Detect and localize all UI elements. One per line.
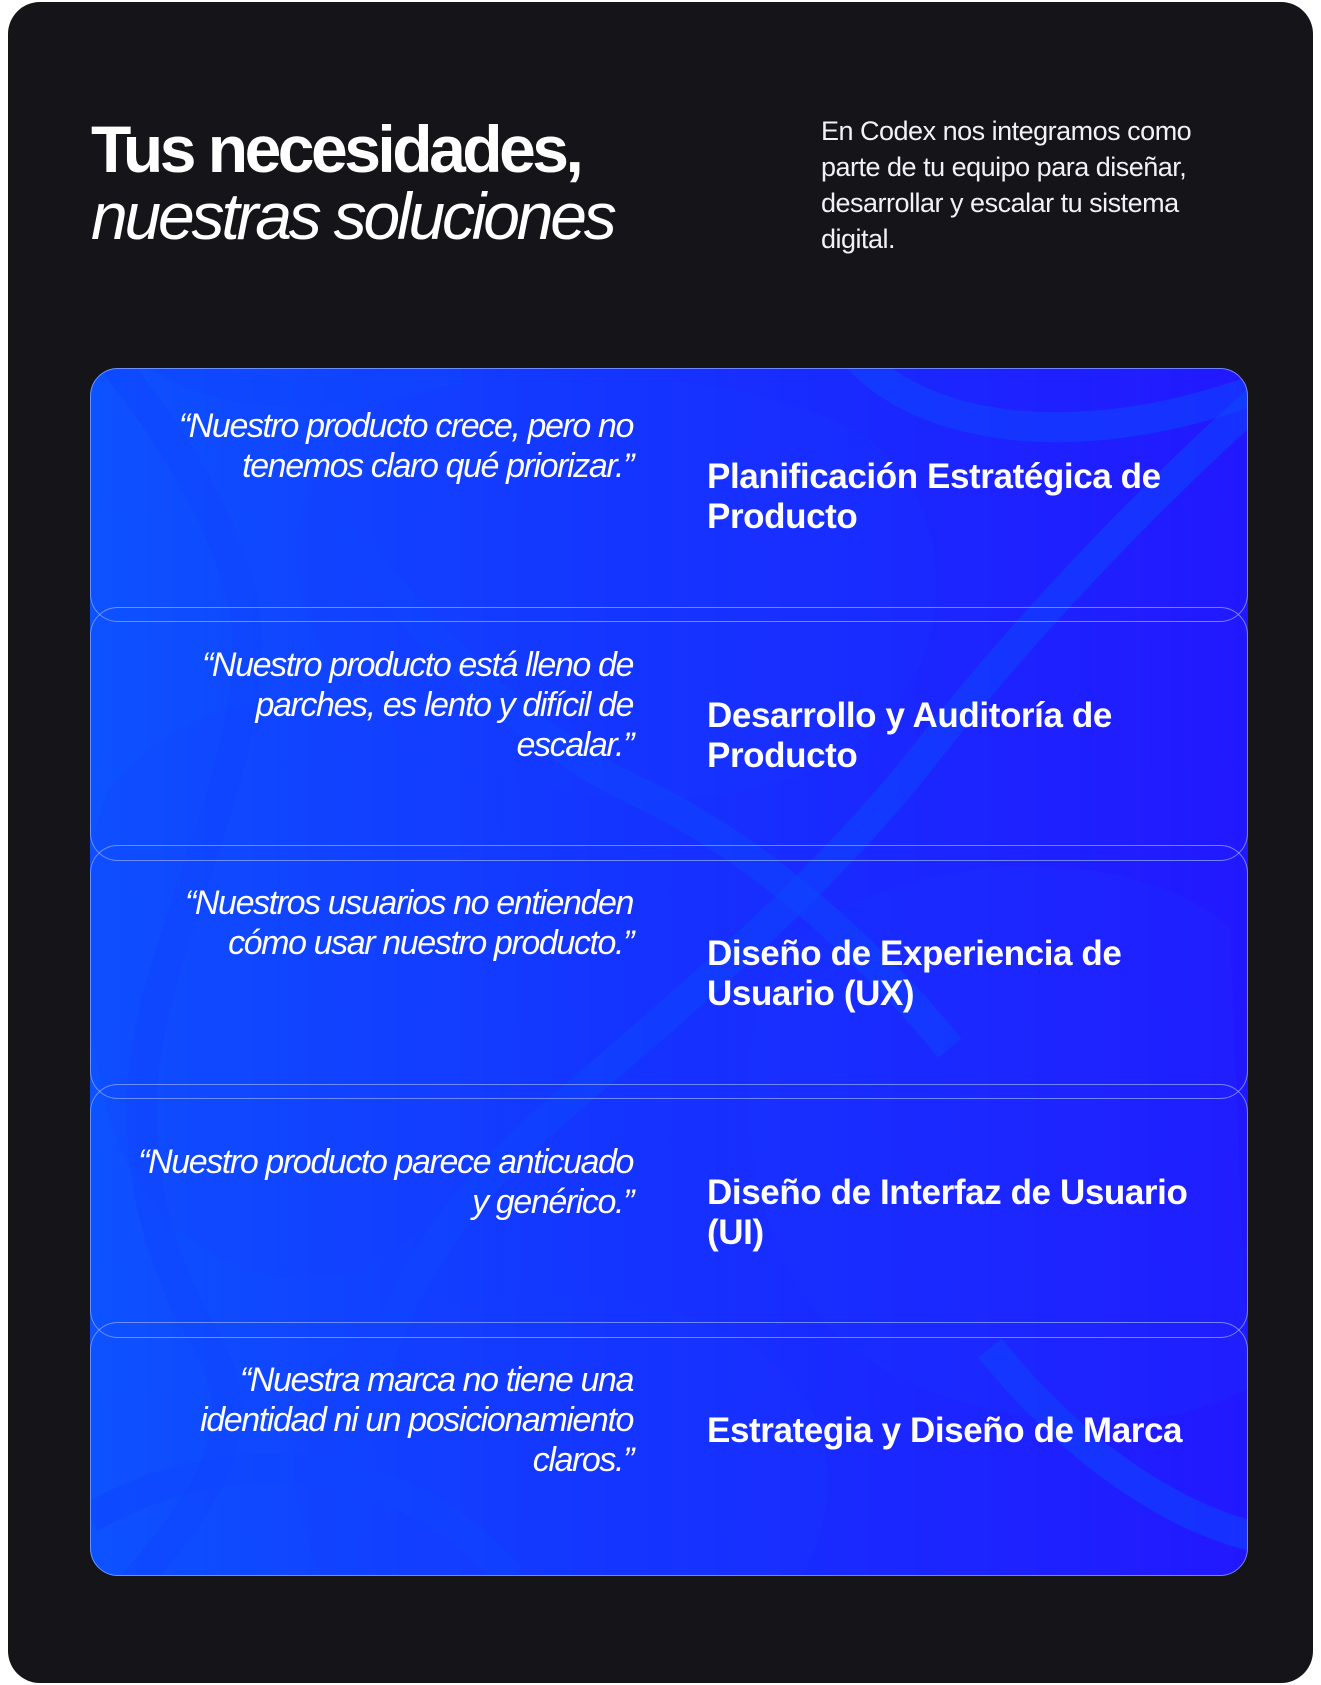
client-quote: “Nuestro producto parece anticuado y genérico.” (138, 1143, 633, 1221)
need-row-4 (90, 1084, 1248, 1338)
need-row-5 (90, 1322, 1248, 1576)
need-row-3 (90, 845, 1248, 1099)
service-name: Planificación Estratégica de Producto (707, 457, 1161, 536)
title-line-italic: nuestras soluciones (91, 179, 614, 253)
page-title (91, 112, 614, 253)
service-name: Desarrollo y Auditoría de Producto (707, 696, 1112, 775)
service-name: Estrategia y Diseño de Marca (707, 1411, 1183, 1450)
client-quote: “Nuestro producto está lleno de parches, es lento y difícil de escalar.” (202, 646, 633, 764)
need-row-2 (90, 607, 1248, 861)
content-card (8, 2, 1313, 1683)
need-row-1 (90, 368, 1248, 622)
client-quote: “Nuestros usuarios no entienden cómo usar nuestro producto.” (184, 884, 633, 962)
needs-solutions-panel (90, 368, 1248, 1576)
service-name: Diseño de Experiencia de Usuario (UX) (707, 934, 1122, 1013)
title-line-bold: Tus necesidades, (91, 112, 581, 186)
client-quote: “Nuestra marca no tiene una identidad ni un posicionamiento claros.” (200, 1361, 633, 1479)
intro-text: En Codex nos integramos como parte de tu equipo para diseñar, desarrollar y escalar tu sistema digital. (821, 116, 1192, 254)
client-quote: “Nuestro producto crece, pero no tenemos claro qué priorizar.” (178, 407, 633, 485)
service-name: Diseño de Interfaz de Usuario (UI) (707, 1173, 1188, 1252)
